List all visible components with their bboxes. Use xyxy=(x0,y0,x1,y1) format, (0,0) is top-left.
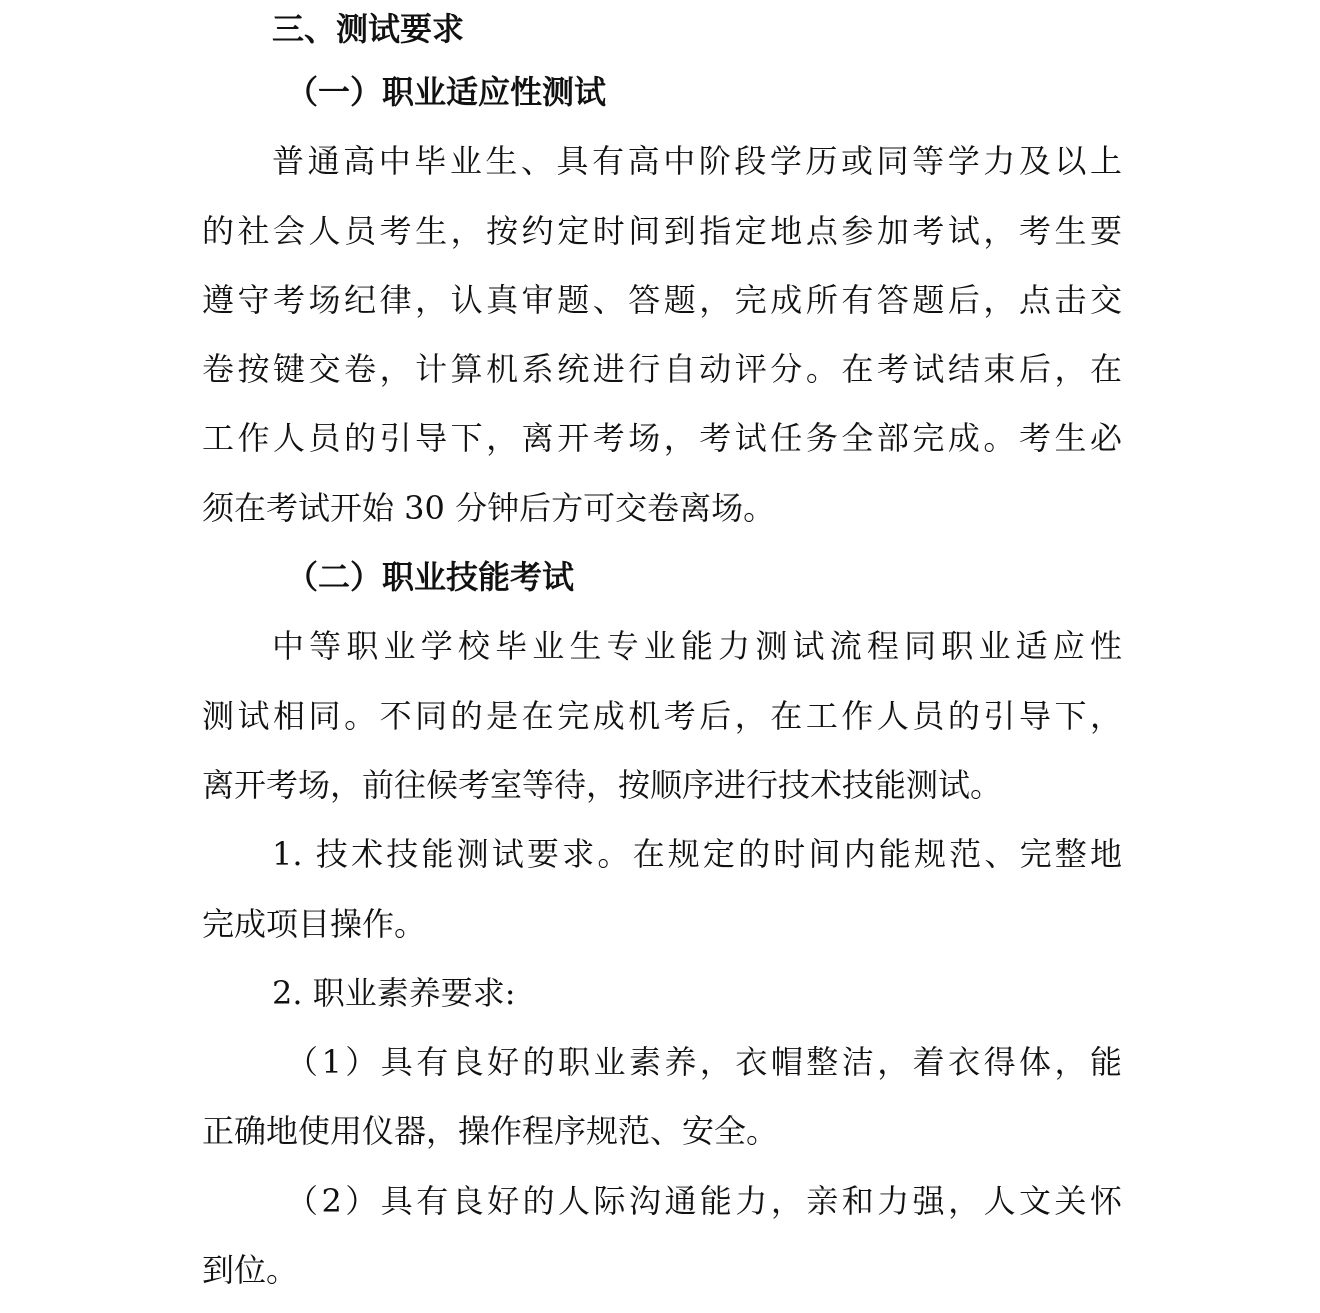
paragraph-line: 的社会人员考生，按约定时间到指定地点参加考试，考生要 xyxy=(202,211,1122,250)
paragraph-line: （2）具有良好的人际沟通能力，亲和力强，人文关怀 xyxy=(286,1181,1122,1220)
paragraph-line: 离开考场，前往候考室等待，按顺序进行技术技能测试。 xyxy=(202,765,1003,804)
paragraph-skills-test xyxy=(202,612,1122,820)
subsection-heading-2: （二）职业技能考试 xyxy=(286,558,575,597)
document-page xyxy=(202,0,1122,1305)
paragraph-line: 到位。 xyxy=(202,1251,299,1290)
paragraph-line: 1. 技术技能测试要求。在规定的时间内能规范、完整地 xyxy=(272,835,1122,874)
list-item-1 xyxy=(202,820,1122,959)
paragraph-line: 正确地使用仪器，操作程序规范、安全。 xyxy=(202,1112,779,1151)
sub-item-1 xyxy=(202,1028,1122,1167)
subsection-heading-1: （一）职业适应性测试 xyxy=(286,73,607,111)
paragraph-line: （1）具有良好的职业素养，衣帽整洁，着衣得体，能 xyxy=(286,1043,1122,1082)
paragraph-line: 测试相同。不同的是在完成机考后，在工作人员的引导下， xyxy=(202,696,1122,735)
paragraph-line: 须在考试开始 30 分钟后方可交卷离场。 xyxy=(202,488,776,527)
section-title: 三、测试要求 xyxy=(272,10,465,48)
paragraph-line: 普通高中毕业生、具有高中阶段学历或同等学力及以上 xyxy=(272,142,1122,181)
paragraph-aptitude-test xyxy=(202,127,1122,543)
paragraph-line: 完成项目操作。 xyxy=(202,904,427,943)
paragraph-line: 中等职业学校毕业生专业能力测试流程同职业适应性 xyxy=(272,627,1122,666)
list-item-2-heading: 2. 职业素养要求: xyxy=(272,973,516,1012)
paragraph-line: 工作人员的引导下，离开考场，考试任务全部完成。考生必 xyxy=(202,419,1122,458)
paragraph-line: 卷按键交卷，计算机系统进行自动评分。在考试结束后，在 xyxy=(202,350,1122,389)
paragraph-line: 遵守考场纪律，认真审题、答题，完成所有答题后，点击交 xyxy=(202,280,1122,319)
sub-item-2 xyxy=(202,1167,1122,1306)
